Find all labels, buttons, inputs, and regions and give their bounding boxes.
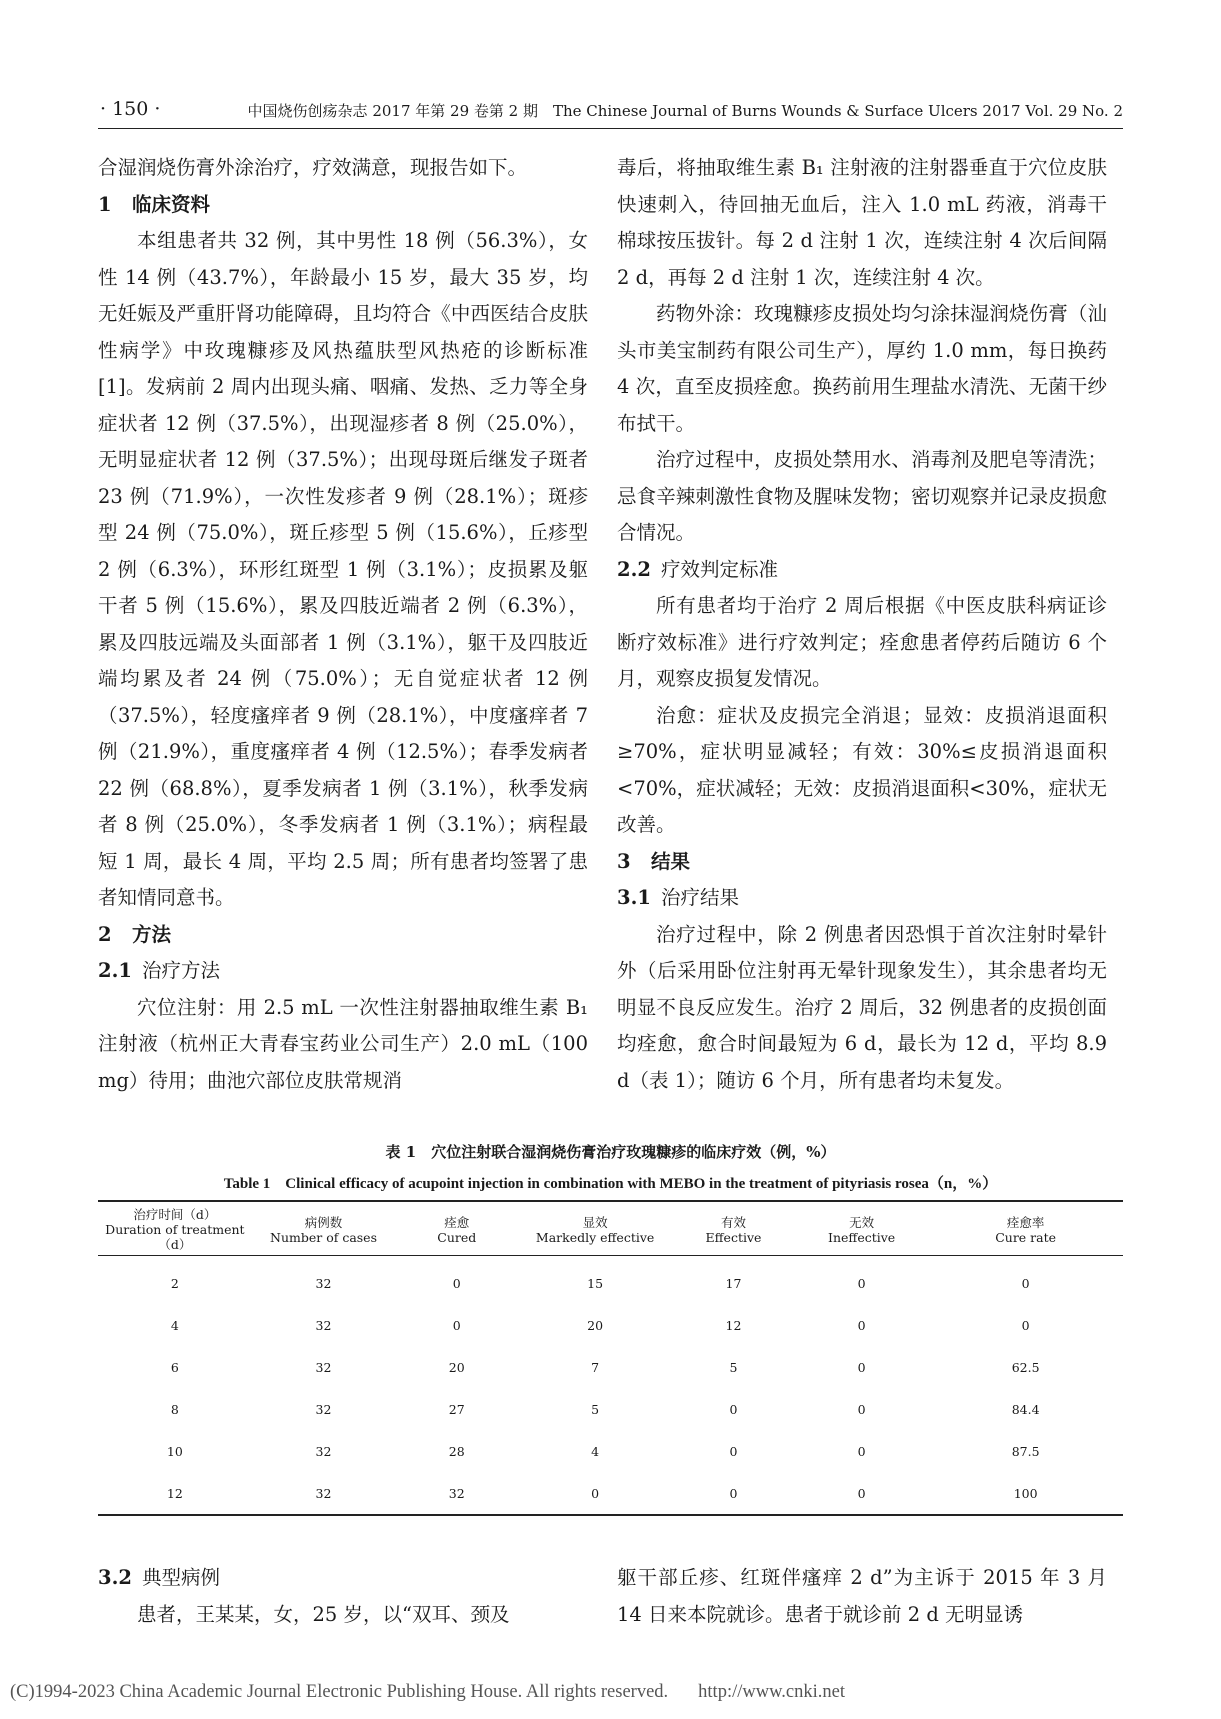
table-cell: 0: [729, 1485, 738, 1501]
running-header: [98, 96, 1123, 129]
journal-running-head: 中国烧伤创疡杂志 2017 年第 29 卷第 2 期 The Chinese Journal of Burns Wounds & Surface Ulcers 2017 Vol. 29 No. 2: [247, 102, 1123, 120]
section-number: 1: [98, 192, 112, 216]
table-cell: 12: [166, 1485, 183, 1501]
table-cell: 84.4: [1011, 1401, 1040, 1417]
table-cell: 0: [857, 1275, 866, 1291]
table-cell: 6: [170, 1359, 179, 1375]
table-cell: 0: [857, 1485, 866, 1501]
section-2-heading: [98, 917, 588, 954]
header-en: Markedly effective: [535, 1229, 655, 1245]
header-cn: 治疗时间（d）: [133, 1207, 217, 1222]
header-cn: 有效: [720, 1214, 746, 1230]
header-en: Ineffective: [828, 1229, 896, 1245]
table-cell: 0: [857, 1401, 866, 1417]
bottom-left-column: [98, 1560, 588, 1633]
case-paragraph-continued: 躯干部丘疹、红斑伴瘙痒 2 d”为主诉于 2015 年 3 月 14 日来本院就诊。患者于就诊前 2 d 无明显诱: [617, 1566, 1107, 1626]
header-cn: 无效: [849, 1214, 875, 1230]
table-cell: 7: [591, 1359, 600, 1375]
table-cell: 0: [1021, 1275, 1030, 1291]
table-caption-en: Table 1 Clinical efficacy of acupoint injection in combination with MEBO in the treatment of pityriasis rosea（n，%）: [223, 1176, 998, 1192]
section-1-heading: [98, 187, 588, 224]
section-title: 治疗方法: [142, 959, 221, 982]
table-cell: 5: [591, 1401, 600, 1417]
table-cell: 10: [166, 1443, 183, 1459]
header-cn: 病例数: [304, 1214, 343, 1230]
table-row: [98, 1472, 1123, 1515]
results-paragraph: 治疗过程中，除 2 例患者因恐惧于首次注射时晕针外（后采用卧位注射再无晕针现象发生），其余患者均无明显不良反应发生。治疗 2 周后，32 例患者的皮损创面均痊愈，愈合时间最短为 6 d，最长为 12 d，平均 8.9 d（表 1）；随访 6 个月，所有患者均未复发。: [617, 922, 1107, 1092]
section-3-heading: [617, 844, 1107, 881]
table-cell: 4: [170, 1317, 179, 1333]
section-title: 疗效判定标准: [661, 557, 779, 581]
header-duration: [98, 1201, 252, 1256]
external-application-paragraph: 药物外涂：玫瑰糠疹皮损处均匀涂抹湿润烧伤膏（汕头市美宝制药有限公司生产），厚约 1.0 mm，每日换药 4 次，直至皮损痊愈。换药前用生理盐水清洗、无菌干纱布拭干。: [617, 302, 1107, 435]
table-cell: 0: [1021, 1317, 1030, 1333]
header-effective: [672, 1201, 795, 1256]
copyright-footer: [10, 1682, 875, 1703]
table-row: [98, 1304, 1123, 1346]
table-cell: 32: [315, 1359, 332, 1375]
table-cell: 20: [448, 1359, 465, 1375]
table-cell: 2: [170, 1275, 179, 1291]
section-number: 2: [98, 922, 112, 946]
table-cell: 15: [587, 1275, 604, 1291]
table-cell: 32: [315, 1317, 332, 1333]
section-number: 3: [617, 849, 631, 873]
table-cell: 0: [452, 1317, 461, 1333]
table-cell: 0: [452, 1275, 461, 1291]
header-cure-rate: [928, 1201, 1123, 1256]
intro-paragraph: 合湿润烧伤膏外涂治疗，疗效满意，现报告如下。: [98, 156, 528, 179]
table-caption-cn: 表 1 穴位注射联合湿润烧伤膏治疗玫瑰糠疹的临床疗效（例，%）: [385, 1143, 836, 1161]
section-2-1-heading: [98, 953, 588, 990]
table-cell: 32: [315, 1401, 332, 1417]
treatment-process-paragraph: 治疗过程中，皮损处禁用水、消毒剂及肥皂等清洗；忌食辛辣刺激性食物及腥味发物；密切观察并记录皮损愈合情况。: [617, 448, 1107, 544]
header-cases: [252, 1201, 396, 1256]
section-title: 治疗结果: [661, 886, 740, 909]
table-cell: 27: [448, 1401, 465, 1417]
grades-paragraph: 治愈：症状及皮损完全消退；显效：皮损消退面积≥70%，症状明显减轻；有效：30%≤皮损消退面积<70%，症状减轻；无效：皮损消退面积<30%，症状无改善。: [617, 703, 1107, 836]
section-3-2-heading: [98, 1560, 588, 1597]
table-header-row: [98, 1201, 1123, 1256]
table-cell: 32: [448, 1485, 465, 1501]
table-cell: 32: [315, 1275, 332, 1291]
section-title: 结果: [651, 849, 691, 873]
table-cell: 0: [729, 1443, 738, 1459]
table-row: [98, 1430, 1123, 1472]
table-cell: 100: [1013, 1485, 1038, 1501]
table-cell: 5: [729, 1359, 738, 1375]
criteria-paragraph: 所有患者均于治疗 2 周后根据《中医皮肤科病证诊断疗效标准》进行疗效判定；痊愈患者停药后随访 6 个月，观察皮损复发情况。: [617, 594, 1107, 690]
header-cn: 显效: [582, 1214, 608, 1230]
table-cell: 0: [857, 1317, 866, 1333]
table-cell: 32: [315, 1443, 332, 1459]
table-row: [98, 1256, 1123, 1305]
header-cn: 痊愈率: [1006, 1214, 1045, 1230]
table-cell: 17: [725, 1275, 742, 1291]
header-markedly: [518, 1201, 672, 1256]
efficacy-table: [98, 1200, 1123, 1516]
table-cell: 0: [857, 1443, 866, 1459]
section-number: 2.2: [617, 557, 651, 581]
header-cured: [395, 1201, 518, 1256]
cnki-url: http://www.cnki.net: [698, 1682, 845, 1702]
header-cn: 痊愈: [444, 1214, 470, 1230]
clinical-data-paragraph: 本组患者共 32 例，其中男性 18 例（56.3%），女性 14 例（43.7%），年龄最小 15 岁，最大 35 岁，均无妊娠及严重肝肾功能障碍，且均符合《中西医结合皮肤性病学》中玫瑰糠疹及风热蕴肤型风热疮的诊断标准[1]。发病前 2 周内出现头痛、咽痛、发热、乏力等全身症状者 12 例（37.5%），出现湿疹者 8 例（25.0%），无明显症状者 12 例（37.5%）；出现母斑后继发子斑者 23 例（71.9%），一次性发疹者 9 例（28.1%）；斑疹型 24 例（75.0%），斑丘疹型 5 例（15.6%），丘疹型 2 例（6.3%），环形红斑型 1 例（3.1%）；皮损累及躯干者 5 例（15.6%），累及四肢近端者 2 例（6.3%），累及四肢远端及头面部者 1 例（3.1%），躯干及四肢近端均累及者 24 例（75.0%）；无自觉症状者 12 例（37.5%），轻度瘙痒者 9 例（28.1%），中度瘙痒者 7 例（21.9%），重度瘙痒者 4 例（12.5%）；春季发病者 22 例（68.8%），夏季发病者 1 例（3.1%），秋季发病者 8 例（25.0%），冬季发病者 1 例（3.1%）；病程最短 1 周，最长 4 周，平均 2.5 周；所有患者均签署了患者知情同意书。: [98, 229, 588, 909]
section-title: 方法: [132, 922, 172, 946]
table-cell: 0: [857, 1359, 866, 1375]
table-cell: 8: [170, 1401, 179, 1417]
section-number: 2.1: [98, 959, 132, 982]
header-en: Duration of treatment（d）: [105, 1222, 245, 1252]
header-en: Number of cases: [270, 1229, 377, 1245]
section-3-1-heading: [617, 880, 1107, 917]
table-cell: 87.5: [1011, 1443, 1040, 1459]
table-cell: 4: [591, 1443, 600, 1459]
case-paragraph: 患者，王某某，女，25 岁，以“双耳、颈及: [137, 1602, 510, 1626]
section-title: 临床资料: [132, 192, 211, 216]
header-en: Effective: [705, 1229, 762, 1245]
injection-paragraph-continued: 毒后，将抽取维生素 B₁ 注射液的注射器垂直于穴位皮肤快速刺入，待回抽无血后，注入 1.0 mL 药液，消毒干棉球按压拔针。每 2 d 注射 1 次，连续注射 4 次后间隔 2 d，再每 2 d 注射 1 次，连续注射 4 次。: [617, 156, 1107, 289]
header-en: Cured: [437, 1229, 477, 1245]
injection-paragraph: 穴位注射：用 2.5 mL 一次性注射器抽取维生素 B₁ 注射液（杭州正大青春宝药业公司生产）2.0 mL（100 mg）待用；曲池穴部位皮肤常规消: [98, 995, 588, 1092]
section-title: 典型病例: [142, 1566, 221, 1589]
header-en: Cure rate: [995, 1229, 1057, 1245]
table-cell: 32: [315, 1485, 332, 1501]
table-cell: 20: [587, 1317, 604, 1333]
table-cell: 12: [725, 1317, 742, 1333]
left-column: [98, 150, 588, 1099]
table-row: [98, 1388, 1123, 1430]
table-cell: 0: [591, 1485, 600, 1501]
copyright-text: (C)1994-2023 China Academic Journal Electronic Publishing House. All rights reserved.: [10, 1682, 669, 1702]
bottom-right-column: [617, 1560, 1107, 1633]
section-number: 3.2: [98, 1566, 132, 1589]
header-ineffective: [795, 1201, 928, 1256]
table-cell: 0: [729, 1401, 738, 1417]
right-column: [617, 150, 1107, 1099]
section-number: 3.1: [617, 886, 651, 909]
table-cell: 28: [448, 1443, 465, 1459]
section-2-2-heading: [617, 552, 1107, 589]
table-row: [98, 1346, 1123, 1388]
table-cell: 62.5: [1011, 1359, 1040, 1375]
page-number: · 150 ·: [100, 98, 161, 120]
